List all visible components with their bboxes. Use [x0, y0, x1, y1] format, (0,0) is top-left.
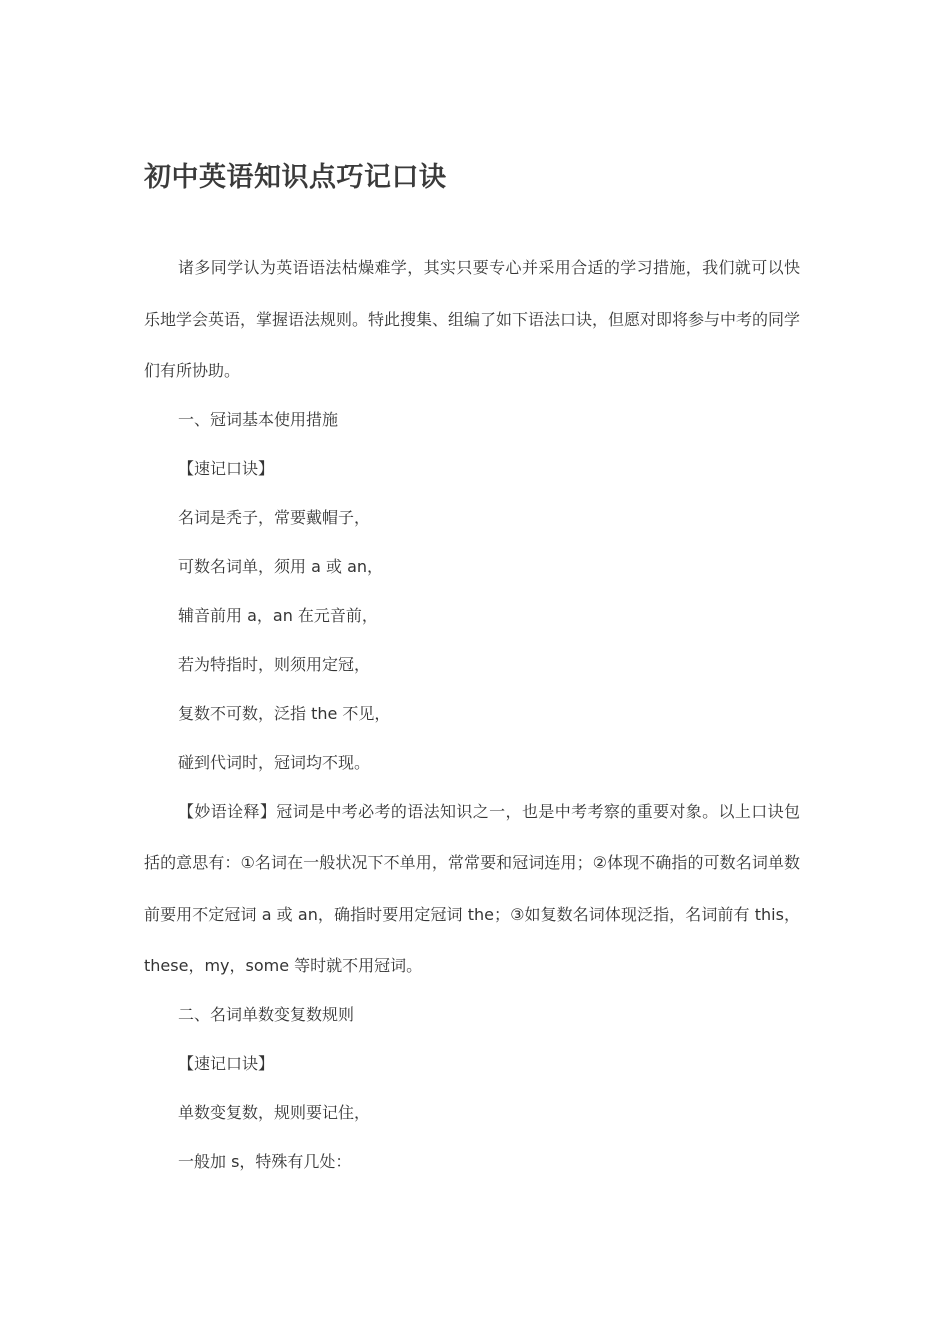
section1-line: 复数不可数，泛指 the 不见，	[178, 703, 391, 723]
section1-explanation: 【妙语诠释】冠词是中考必考的语法知识之一，也是中考考察的重要对象。以上口诀包括的意思有：①名词在一般状况下不单用，常常要和冠词连用；②体现不确指的可数名词单数前要用不定冠词 a 或 an，确指时要用定冠词 the；③如复数名词体现泛指，名词前有 this，these，my，some 等时就不用冠词。	[144, 801, 800, 975]
intro-paragraph: 诸多同学认为英语语法枯燥难学，其实只要专心并采用合适的学习措施，我们就可以快乐地学会英语，掌握语法规则。特此搜集、组编了如下语法口诀，但愿对即将参与中考的同学们有所协助。	[144, 258, 801, 380]
section1-line: 若为特指时，则须用定冠，	[178, 654, 371, 674]
section1-mnemonic-label: 【速记口诀】	[178, 458, 275, 478]
section1-line: 碰到代词时，冠词均不现。	[178, 752, 371, 772]
section1-line: 名词是秃子，常要戴帽子，	[178, 507, 371, 527]
section2-heading: 二、名词单数变复数规则	[178, 1004, 355, 1024]
section2-line: 单数变复数，规则要记住，	[178, 1102, 371, 1122]
section2-line: 一般加 s，特殊有几处：	[178, 1151, 352, 1171]
document-title: 初中英语知识点巧记口诀	[144, 162, 447, 193]
section1-line: 可数名词单，须用 a 或 an，	[178, 556, 384, 576]
section2-mnemonic-label: 【速记口诀】	[178, 1053, 275, 1073]
section1-heading: 一、冠词基本使用措施	[178, 409, 339, 429]
section1-line: 辅音前用 a，an 在元音前，	[178, 605, 378, 625]
document-body	[144, 258, 800, 1172]
